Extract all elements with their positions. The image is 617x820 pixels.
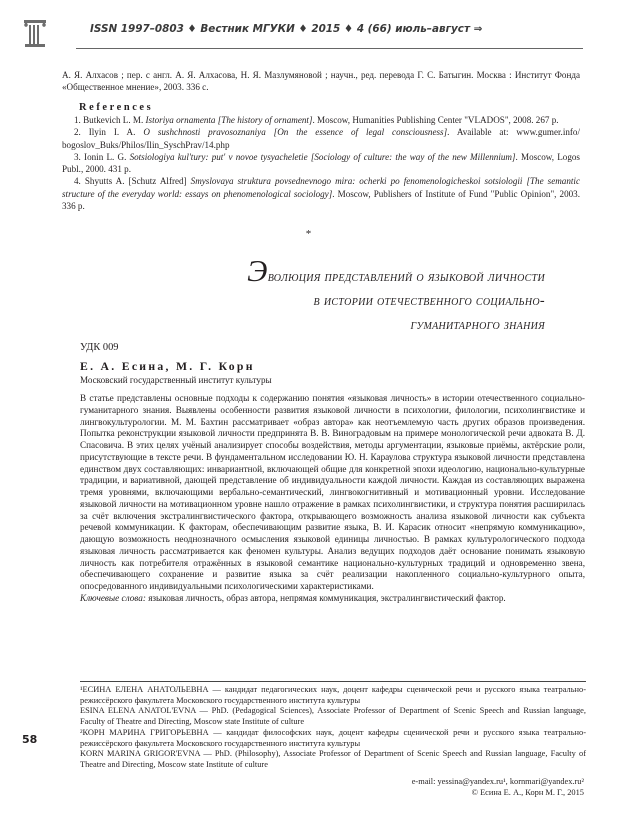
reference-item: 1. Butkevich L. M. Istoriya ornamenta [The history of ornament]. Moscow, Humanities Publishing Center "VLADOS", 2008. 267 p. (74, 115, 559, 125)
keywords-label: Ключевые слова: (80, 592, 146, 603)
udk-code: УДК 009 (80, 342, 119, 353)
reference-item: 2. Ilyin I. A. O sushchnosti pravosoznaniya [On the essence of legal consciousness]. Available at: www.gumer.info/ bogoslov_Buks/Philos/Ilin_SyschPrav/14.php (62, 127, 580, 150)
footnote-2-en: KORN MARINA GRIGOR'EVNA — PhD. (Philosophy), Associate Professor of Department of Scenic Speech and Russian language, Faculty of Theatre and Directing, Moscow state Institute of culture (80, 749, 586, 769)
header-rule (76, 48, 583, 49)
reference-item: 4. Shyutts A. [Schutz Alfred] Smyslovaya struktura povsednevnogo mira: ocherki po fenomenologicheskoi sotsiologii [The semantic structure of the everyday world: essays on phenomenological sociology]. Moscow, Publishers of Institute of Fund "Public Opinion", 2003. 336 p. (62, 176, 580, 212)
author-institution: Московский государственный институт культуры (80, 375, 272, 385)
title-line-2: в истории отечественного социально- (313, 293, 545, 309)
running-title: ISSN 1997–0803 ♦ Вестник МГУКИ ♦ 2015 ♦ 4 (66) июль–август ⇒ (90, 23, 483, 35)
previous-reference-continuation: А. Я. Алхасов ; пер. с англ. А. Я. Алхасова, Н. Я. Мазлумяновой ; научн., ред. перевода Г. С. Батыгин. Москва : Институт Фонда «Общественное мнение», 2003. 336 с. (62, 70, 580, 93)
author-emails: e-mail: yessina@yandex.ru¹, kornmari@yandex.ru² (411, 777, 584, 786)
footnote-1-en: ESINA ELENA ANATOL'EVNA — PhD. (Pedagogical Sciences), Associate Professor of Department of Scenic Speech and Russian language, Faculty of Theatre and Directing, Moscow state Institute of culture (80, 706, 586, 727)
running-header (0, 14, 617, 54)
abstract-text: В статье представлены основные подходы к содержанию понятия «языковая личность» в истории отечественного социально-гуманитарного знания. Выявлены особенности развития языковой личности в психологии, филологии, психолингвистике и лингвокультурологии. М. М. Бахтин рассматривает «образ автора» как неотъемлемую часть других образов произведения. Попытка реконструкции языковой личности предпринята В. В. Виноградовым на примере монологической речи адвоката В. Д. Спасовича. В этих целях учёный анализирует способы воздействия, методы аргументации, языковые приёмы, актёрские роли, присутствующие в тексте речи. В фундаментальном исследовании Ю. Н. Караулова структура языковой личности представлена единством двух составляющих: инвариантной, включающей общие для конкретной эпохи идеологию, национально-культурные традиции, и вариативной, дающей представление об индивидуальности каждой личности. Каждая из составляющих выражена тремя уровнями, включающими вербально-семантический, лингвокогнитивный и мотивационный уровни. Исследование языковой личности на мотивационном уровне нашло отражение в рамках психолингвистики, и структура понятия расширилась за счёт включения экстралингвистического фактора, открывающего возможность анализа языковой личности как субъекта речевой коммуникации. К факторам, обеспечивающим развитие языка, В. И. Карасик относит «непрямую коммуникацию», дающую возможность неоднозначного осмысления языковой единицы личностью. В рамках культурологического подхода языковая личность рассматривается как феномен культуры. Анализ ведущих подходов даёт основание понимать языковую личность как потребителя отражённых в языковой семантике национально-культурных традиций и одновременно звена, обеспечивающего сохранение и развитие языка за счёт реализации накопленного социально-культурного опыта, опосредованного индивидуальными психологическими характеристиками. (80, 393, 585, 591)
footnotes (80, 685, 586, 771)
footnote-rule (80, 681, 586, 682)
title-dropcap: Э (247, 253, 268, 288)
references-heading: References (79, 102, 154, 113)
references-list (62, 114, 580, 212)
title-line-3: гуманитарного знания (410, 317, 545, 333)
title-line-1: Эволюция представлений о языковой личности (247, 253, 545, 288)
page-number: 58 (22, 733, 38, 746)
article-authors: Е. А. Есина, М. Г. Корн (80, 360, 255, 373)
keywords: Ключевые слова: языковая личность, образ автора, непрямая коммуникация, экстралингвистический фактор. (80, 592, 506, 603)
section-separator: * (305, 228, 312, 240)
copyright: © Есина Е. А., Корн М. Г., 2015 (471, 787, 584, 797)
contact-block (412, 777, 584, 798)
reference-item: 3. Ionin L. G. Sotsiologiya kul'tury: put' v novoe tysyacheletie [Sociology of culture: the way of the new Millennium]. Moscow, Logos Publ., 2000. 431 p. (62, 151, 580, 175)
abstract (80, 393, 585, 605)
footnote-2-ru: ²КОРН МАРИНА ГРИГОРЬЕВНА — кандидат философских наук, доцент кафедры сценической речи и русского языка театрально-режиссёрского факультета Московского государственного института культуры (80, 727, 586, 748)
footnote-1-ru: ¹ЕСИНА ЕЛЕНА АНАТОЛЬЕВНА — кандидат педагогических наук, доцент кафедры сценической речи и русского языка театрально-режиссёрского факультета Московского государственного института культуры (80, 685, 586, 705)
column-logo-icon (22, 18, 48, 48)
article-title (130, 253, 545, 337)
